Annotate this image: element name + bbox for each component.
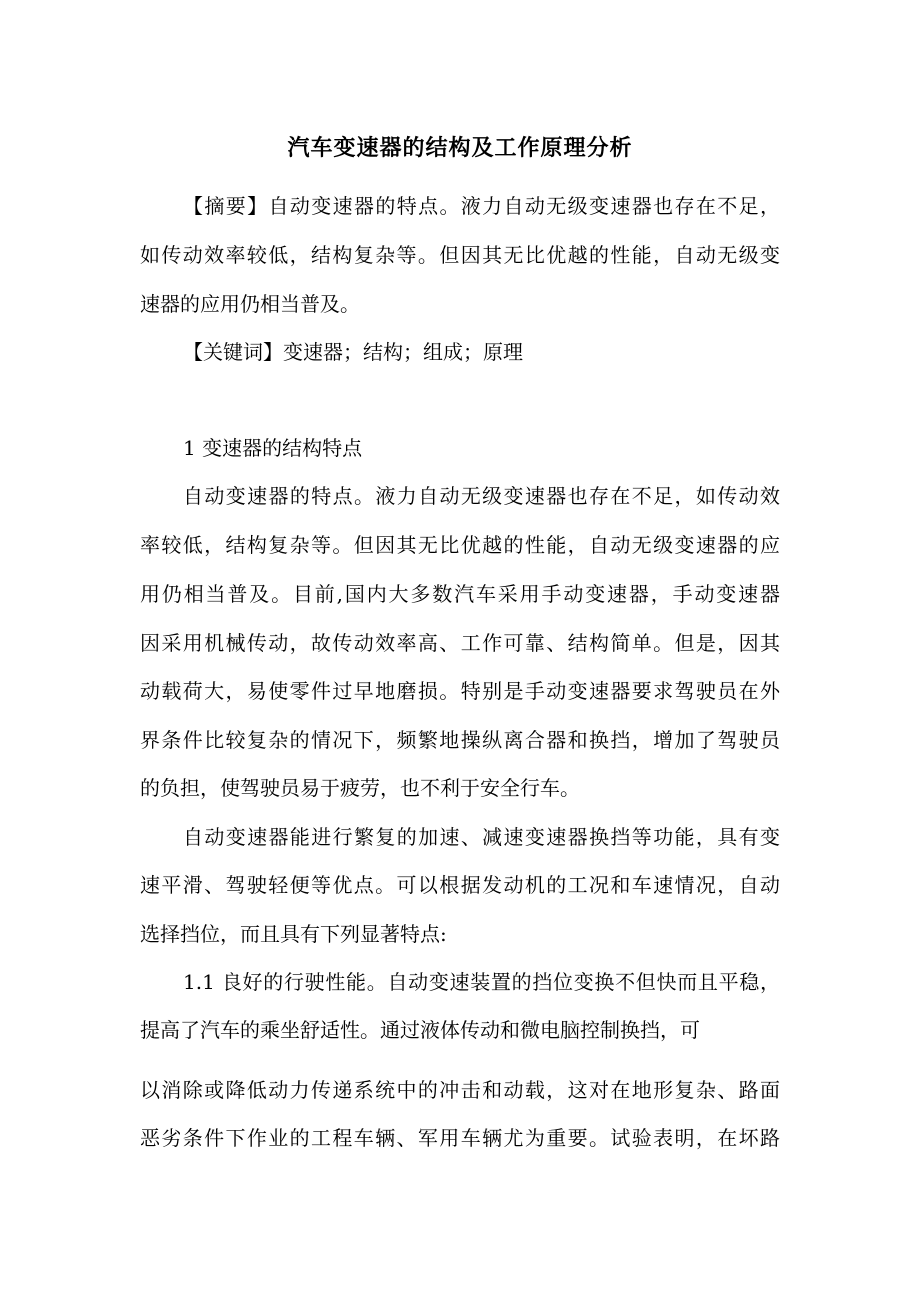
paragraph-line: 自动变速器的特点。液力自动无级变速器也存在不足，如传动效 (183, 484, 780, 508)
paragraph-line: 速平滑、驾驶轻便等优点。可以根据发动机的工况和车速情况，自动 (140, 873, 780, 897)
abstract-line: 速器的应用仍相当普及。 (140, 292, 360, 316)
paragraph-line: 动载荷大，易使零件过早地磨损。特别是手动变速器要求驾驶员在外 (140, 679, 780, 703)
paragraph-line: 用仍相当普及。目前,国内大多数汽车采用手动变速器，手动变速器 (140, 582, 780, 606)
paragraph-line: 率较低，结构复杂等。但因其无比优越的性能，自动无级变速器的应 (140, 533, 780, 557)
abstract-line: 【摘要】自动变速器的特点。液力自动无级变速器也存在不足， (183, 194, 780, 218)
paragraph-line: 提高了汽车的乘坐舒适性。通过液体传动和微电脑控制换挡，可 (140, 1018, 700, 1042)
paragraph-line: 自动变速器能进行繁复的加速、减速变速器换挡等功能，具有变 (183, 825, 780, 849)
paragraph-line: 恶劣条件下作业的工程车辆、军用车辆尤为重要。试验表明，在坏路 (140, 1126, 780, 1150)
section-heading: 1 变速器的结构特点 (183, 436, 363, 460)
paragraph-line: 1.1 良好的行驶性能。自动变速装置的挡位变换不但快而且平稳， (183, 970, 780, 994)
paragraph-line: 以消除或降低动力传递系统中的冲击和动载，这对在地形复杂、路面 (140, 1078, 780, 1102)
abstract-line: 如传动效率较低，结构复杂等。但因其无比优越的性能，自动无级变 (140, 243, 780, 267)
paragraph-line: 选择挡位，而且具有下列显著特点: (140, 922, 447, 946)
paragraph-line: 的负担，使驾驶员易于疲劳，也不利于安全行车。 (140, 776, 580, 800)
paragraph-line: 因采用机械传动，故传动效率高、工作可靠、结构简单。但是，因其 (140, 631, 780, 655)
document-title: 汽车变速器的结构及工作原理分析 (287, 135, 633, 161)
keywords-line: 【关键词】变速器；结构；组成；原理 (183, 340, 523, 364)
paragraph-line: 界条件比较复杂的情况下，频繁地操纵离合器和换挡，增加了驾驶员 (140, 728, 780, 752)
